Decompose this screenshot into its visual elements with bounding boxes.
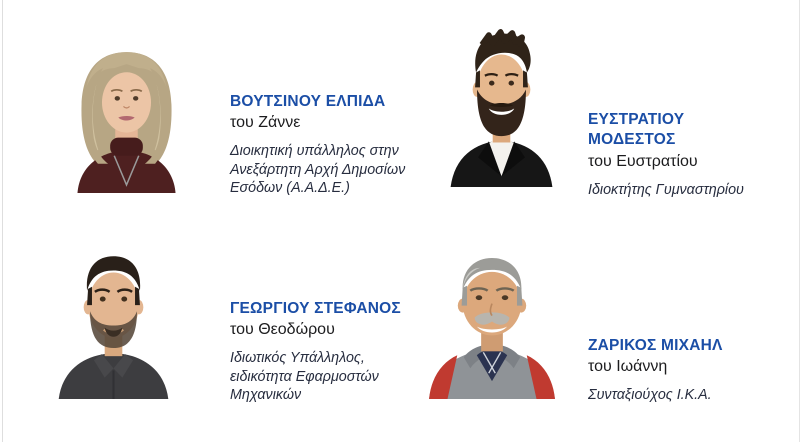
candidate-name: ΒΟΥΤΣΙΝΟΥ ΕΛΠΙΔΑ [230, 93, 386, 110]
candidate-photo-older-man [416, 250, 568, 399]
candidate-occupation: Ιδιωτικός Υπάλληλος, ειδικότητα Εφαρμοστών Μηχανικών [230, 350, 379, 404]
candidate-occupation: Συνταξιούχος Ι.Κ.Α. [588, 387, 712, 404]
candidate-name: ΓΕΩΡΓΙΟΥ ΣΤΕΦΑΝΟΣ [230, 300, 401, 317]
candidate-info [230, 92, 420, 198]
candidate-photo-young-man [433, 28, 570, 187]
candidate-patronymic: του Ζάννε [230, 114, 301, 132]
candidate-patronymic: του Ευστρατίου [588, 152, 698, 170]
candidate-patronymic: του Θεοδώρου [230, 321, 335, 339]
candidate-info [230, 299, 420, 405]
candidate-name: ΖΑΡΙΚΟΣ ΜΙΧΑΗΛ [588, 337, 723, 354]
candidate-info [588, 336, 763, 405]
candidate-patronymic: του Ιωάννη [588, 358, 668, 376]
candidate-photo-woman [55, 42, 198, 193]
candidate-photo-man [45, 246, 182, 399]
candidate-name: ΕΥΣΤΡΑΤΙΟΥ ΜΟΔΕΣΤΟΣ [588, 111, 685, 149]
candidate-occupation: Διοικητική υπάλληλος στην Ανεξάρτητη Αρχή Δημοσίων Εσόδων (Α.Α.Δ.Ε.) [230, 143, 406, 197]
candidate-info [588, 110, 763, 199]
candidate-occupation: Ιδιοκτήτης Γυμναστηρίου [588, 181, 744, 198]
